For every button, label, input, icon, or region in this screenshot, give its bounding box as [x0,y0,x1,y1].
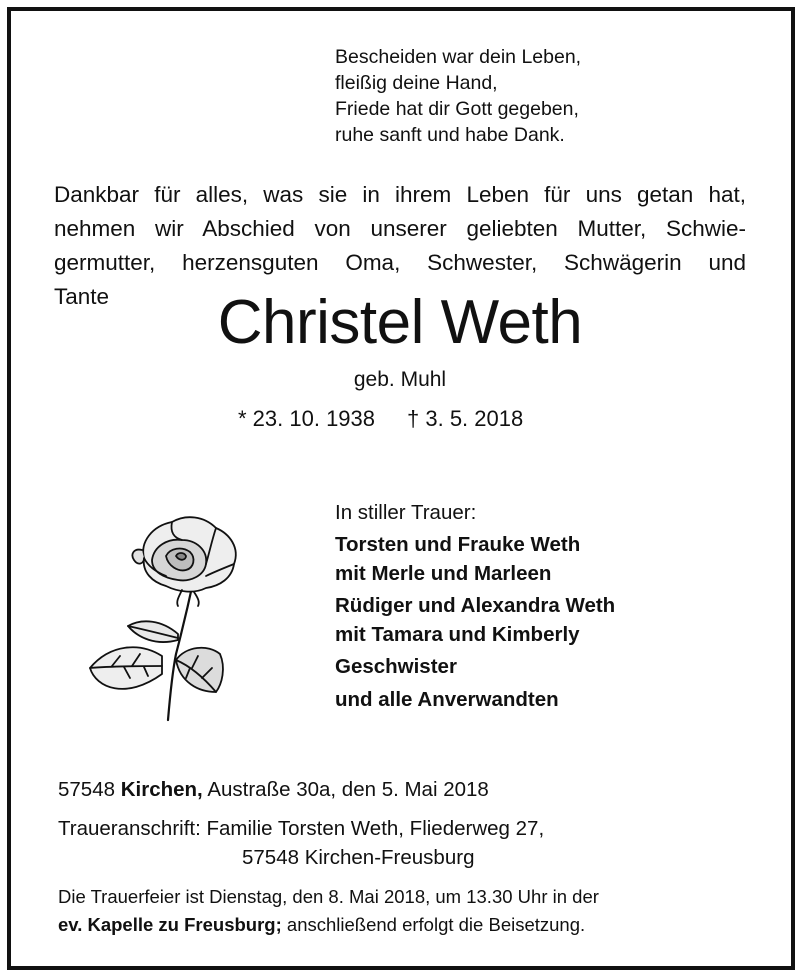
intro-line: Tante [54,284,110,309]
rose-icon [82,506,262,726]
service-location: ev. Kapelle zu Freusburg; [58,914,282,935]
mourner-line: mit Merle und Marleen [335,561,552,585]
intro-line: germutter, herzensguten Oma, Schwester, Schwägerin und [54,250,746,275]
verse [335,44,581,148]
life-dates [238,404,523,434]
mourner-line: Geschwister [335,655,457,678]
address-line2: 57548 Kirchen-Freusburg [242,846,475,869]
mourning-address [58,815,544,843]
funeral-notice [58,883,599,939]
postcode: 57548 [58,778,116,801]
mourners-heading: In stiller Trauer: [335,501,477,524]
verse-line: Friede hat dir Gott gegeben, [335,98,579,120]
address-line1: Familie Torsten Weth, Fliederweg 27, [206,817,545,840]
notice-line1: Die Trauerfeier ist Dienstag, den 8. Mai 2018, um 13.30 Uhr in der [58,886,599,907]
notice-line2-rest: anschließend erfolgt die Beisetzung. [286,914,586,935]
deceased-name: Christel Weth [217,288,583,357]
notice-line2 [58,911,599,939]
mourner-line: mit Tamara und Kimberly [335,622,580,646]
maiden-name: geb. Muhl [353,368,447,391]
address-label: Traueranschrift: [58,817,201,840]
mourner-line: Torsten und Frauke Weth [335,533,581,556]
mourner-line: und alle Anverwandten [335,687,559,711]
birth-date: * 23. 10. 1938 [238,406,376,431]
town: Kirchen, [120,778,203,801]
verse-line: Bescheiden war dein Leben, [335,46,582,68]
intro-line: nehmen wir Abschied von unserer geliebten Mutter, Schwie- [54,216,746,241]
mourners-block [335,498,615,713]
death-date: † 3. 5. 2018 [407,406,524,431]
place-date [58,776,489,804]
verse-line: fleißig deine Hand, [335,72,498,94]
verse-line: ruhe sanft und habe Dank. [335,124,565,146]
mourner-line: Rüdiger und Alexandra Weth [335,594,616,617]
place-date-rest: Austraße 30a, den 5. Mai 2018 [207,778,489,801]
intro-line: Dankbar für alles, was sie in ihrem Leben für uns getan hat, [54,182,746,207]
